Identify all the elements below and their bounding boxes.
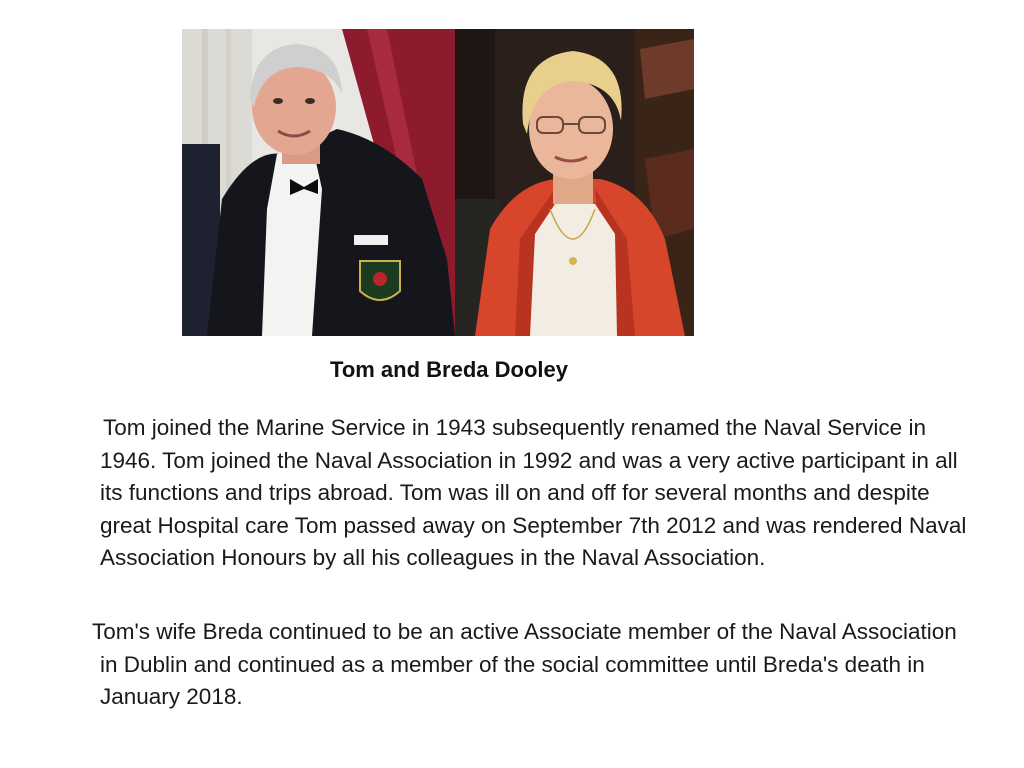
biography-paragraph-tom: Tom joined the Marine Service in 1943 subsequently renamed the Naval Service in 1946. Tom joined the Naval Association in 1992 and was a very active participant in all its functions and trips abroad. Tom was ill on and off for several months and despite great Hospital care Tom passed away on September 7th 2012 and was rendered Naval Association Honours by all his colleagues in the Naval Association.: [100, 415, 967, 571]
photo-caption: Tom and Breda Dooley: [330, 357, 568, 382]
photo-tom-dooley: [182, 29, 455, 336]
photo-breda-dooley: [455, 29, 694, 336]
biography-paragraph-breda: Tom's wife Breda continued to be an active Associate member of the Naval Association in Dublin and continued as a member of the social committee until Breda's death in January 2018.: [92, 619, 957, 710]
